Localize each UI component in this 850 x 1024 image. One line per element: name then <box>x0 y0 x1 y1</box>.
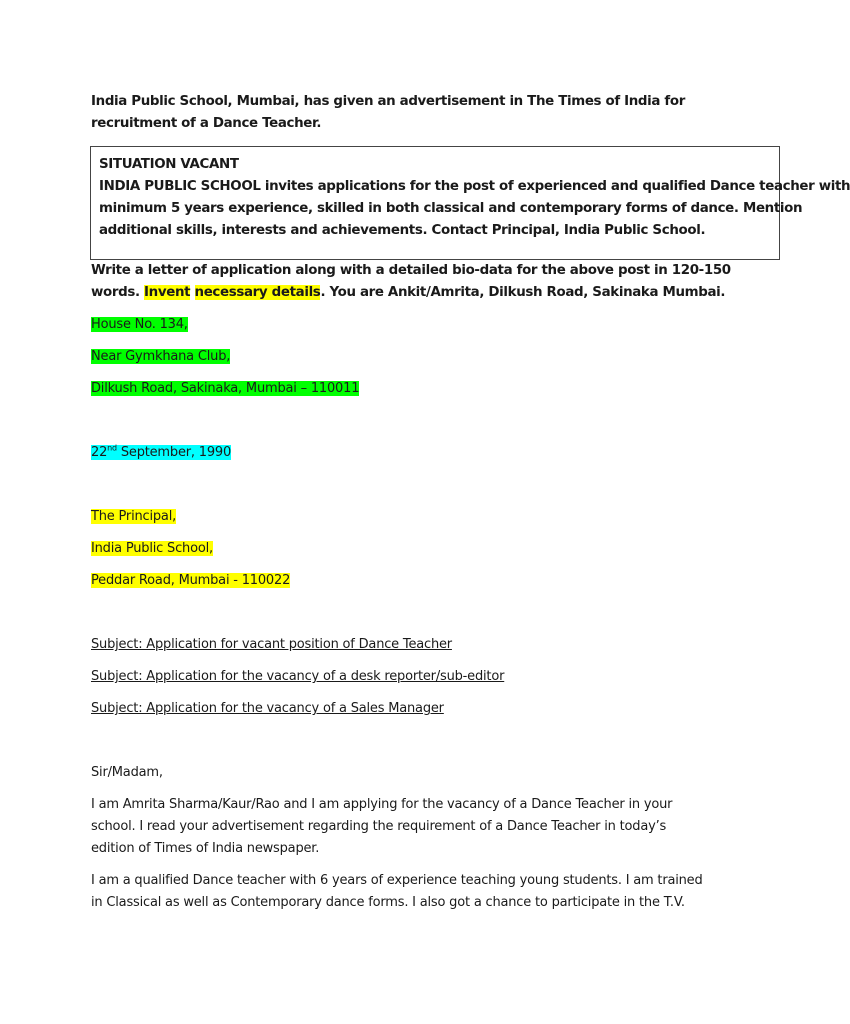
sender-address-line-2: Near Gymkhana Club, <box>91 349 231 364</box>
recipient-line-1: The Principal, <box>91 509 177 524</box>
question-line-2: recruitment of a Dance Teacher. <box>91 116 322 131</box>
advert-heading: SITUATION VACANT <box>99 157 239 172</box>
task-space <box>190 285 194 300</box>
advert-line-1: INDIA PUBLIC SCHOOL invites applications for the post of experienced and qualified Dance teacher with <box>99 179 850 194</box>
advert-line-3: additional skills, interests and achievements. Contact Principal, India Public School. <box>99 223 706 238</box>
paragraph-1-line-3: edition of Times of India newspaper. <box>91 841 320 856</box>
task-highlight-invent: Invent <box>144 285 191 300</box>
task-line-2-end: . You are Ankit/Amrita, Dilkush Road, Sakinaka Mumbai. <box>320 285 726 300</box>
letter-date <box>91 442 231 464</box>
paragraph-1-line-1: I am Amrita Sharma/Kaur/Rao and I am applying for the vacancy of a Dance Teacher in your <box>91 797 673 812</box>
task-line-2 <box>91 282 725 304</box>
advert-line-2: minimum 5 years experience, skilled in both classical and contemporary forms of dance. Mention <box>99 201 803 216</box>
advert-box <box>90 146 850 260</box>
recipient-line-3: Peddar Road, Mumbai - 110022 <box>91 573 291 588</box>
task-highlight-details: necessary details <box>194 285 321 300</box>
sender-address-line-1: House No. 134, <box>91 317 188 332</box>
subject-line-2: Subject: Application for the vacancy of a desk reporter/sub-editor <box>91 669 505 684</box>
sender-address-line-3: Dilkush Road, Sakinaka, Mumbai – 110011 <box>91 381 360 396</box>
date-day: 22 <box>91 445 108 460</box>
task-line-1: Write a letter of application along with a detailed bio-data for the above post in 120-150 <box>91 263 731 278</box>
date-suffix: nd <box>107 443 117 453</box>
date-rest: September, 1990 <box>116 445 232 460</box>
salutation: Sir/Madam, <box>91 765 163 780</box>
paragraph-1-line-2: school. I read your advertisement regarding the requirement of a Dance Teacher in today’s <box>91 819 667 834</box>
paragraph-2-line-2: in Classical as well as Contemporary dance forms. I also got a chance to participate in the T.V. <box>91 895 685 910</box>
question-line-1: India Public School, Mumbai, has given an advertisement in The Times of India for <box>91 94 685 109</box>
paragraph-2-line-1: I am a qualified Dance teacher with 6 years of experience teaching young students. I am trained <box>91 873 703 888</box>
task-line-2-start: words. <box>91 285 145 300</box>
subject-line-1: Subject: Application for vacant position of Dance Teacher <box>91 637 452 652</box>
subject-line-3: Subject: Application for the vacancy of a Sales Manager <box>91 701 444 716</box>
recipient-line-2: India Public School, <box>91 541 213 556</box>
